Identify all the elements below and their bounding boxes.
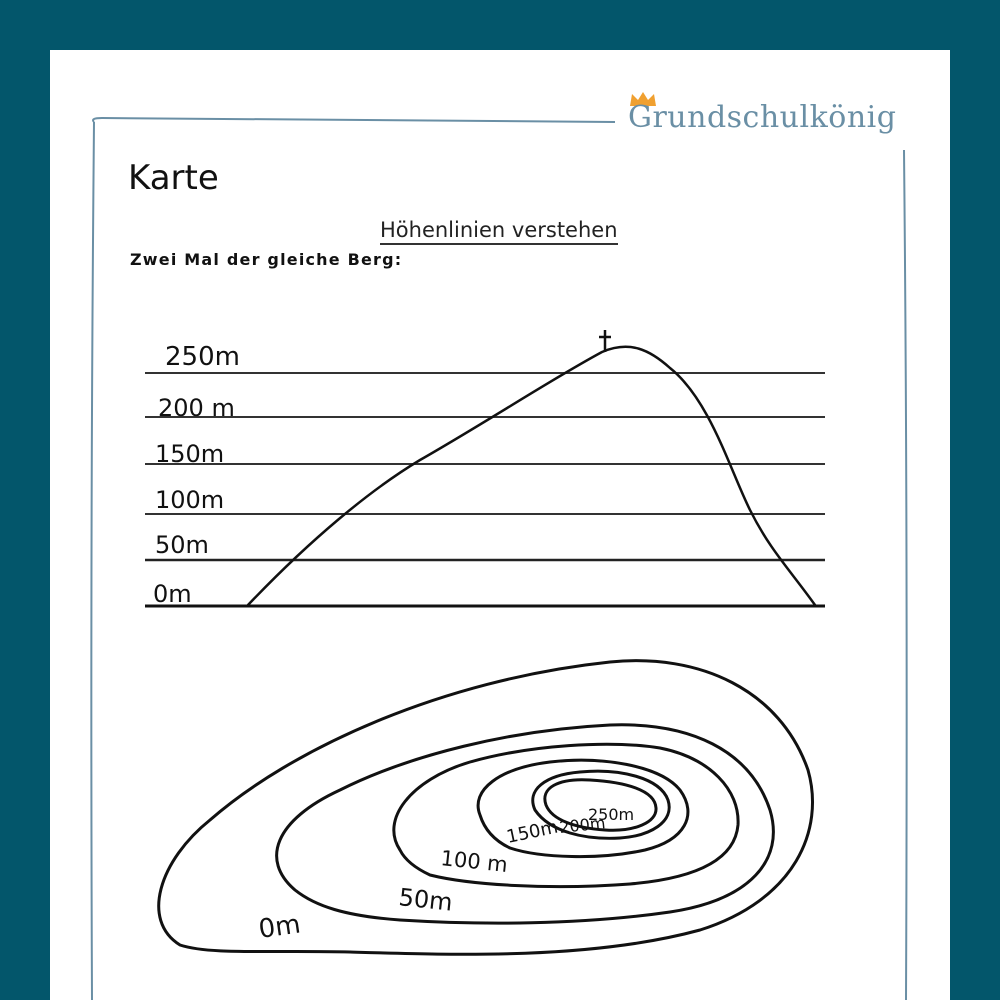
contour-label-50: 50m (397, 883, 454, 917)
contour-label-0: 0m (256, 909, 303, 945)
worksheet-subtitle: Höhenlinien verstehen (380, 218, 618, 245)
brand-name: Grundschulkönig (628, 100, 897, 135)
mountain-profile (145, 330, 825, 608)
height-label-150: 150m (155, 440, 225, 468)
contour-label-100: 100 m (439, 846, 509, 877)
mountain-diagrams (50, 50, 950, 1000)
height-label-0: 0m (153, 580, 192, 608)
page-title: Karte (128, 158, 219, 198)
mountain-outline (248, 347, 815, 605)
height-label-100: 100m (155, 486, 225, 514)
contour-label-250: 250m (588, 805, 635, 824)
worksheet-page (50, 50, 950, 1000)
contour-line-0 (159, 661, 813, 955)
height-label-200: 200 m (158, 394, 235, 422)
contour-label-200: 200m (558, 813, 607, 837)
contour-label-150: 150m (504, 816, 560, 848)
height-label-50: 50m (155, 531, 209, 559)
contour-map (159, 661, 813, 955)
height-label-250: 250m (165, 342, 240, 372)
intro-text: Zwei Mal der gleiche Berg: (130, 250, 403, 269)
